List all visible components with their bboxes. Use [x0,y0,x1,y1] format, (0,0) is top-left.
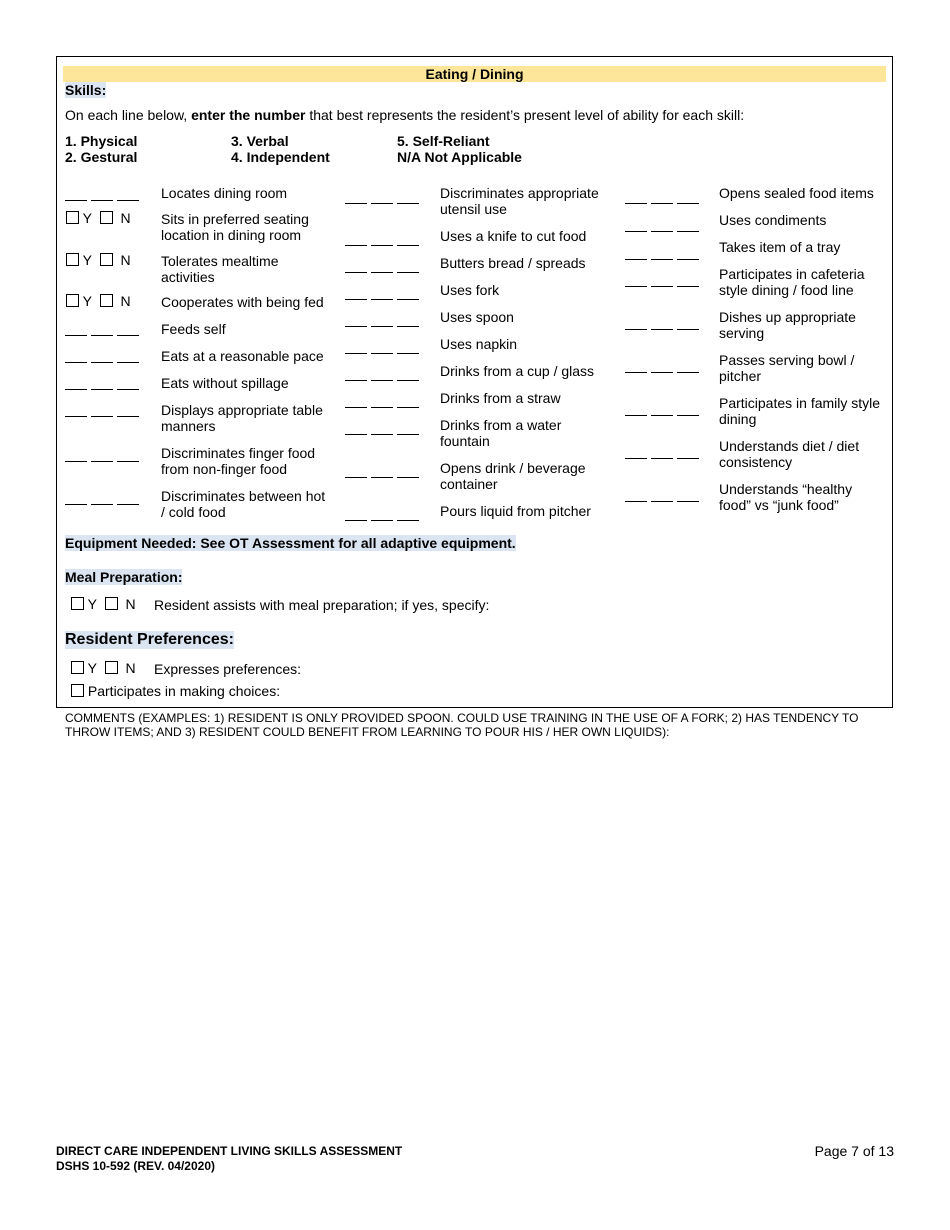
rating-blank[interactable] [65,404,143,420]
skill-item: Takes item of a tray [719,239,841,255]
rating-blank[interactable] [65,492,143,508]
skill-item: Uses a knife to cut food [440,228,587,244]
yes-label: Y [82,210,92,226]
skill-item: Feeds self [161,321,226,337]
yes-no-checkboxes[interactable] [66,293,131,309]
skill-item: Opens sealed food items [719,185,874,201]
rating-blank[interactable] [625,219,703,235]
yes-label: Y [87,660,97,676]
no-checkbox[interactable] [100,294,113,307]
skill-item: Tolerates mealtime activities [161,253,279,285]
yes-label: Y [87,596,97,612]
no-label: N [120,210,131,226]
skill-item: Participates in family style dining [719,395,881,427]
eating-dining-form [56,56,893,708]
choices-checkbox-row[interactable] [71,683,280,699]
skill-item: Understands “healthy food” vs “junk food” [719,481,853,513]
yes-label: Y [82,252,92,268]
skill-item: Understands diet / diet consistency [719,438,860,470]
skill-item: Uses condiments [719,212,827,228]
skill-item: Uses spoon [440,309,514,325]
rating-blank[interactable] [625,274,703,290]
skill-item: Eats without spillage [161,375,289,391]
preferences-yes-no[interactable] [71,660,136,676]
rating-blank[interactable] [625,446,703,462]
no-label: N [120,293,131,309]
skill-item: Drinks from a straw [440,390,561,406]
rating-blank[interactable] [345,465,423,481]
meal-prep-heading: Meal Preparation: [65,569,183,585]
skill-item: Opens drink / beverage container [440,460,586,492]
yes-label: Y [82,293,92,309]
skill-item: Dishes up appropriate serving [719,309,856,341]
choices-checkbox[interactable] [71,684,84,697]
rating-blank[interactable] [345,395,423,411]
yes-checkbox[interactable] [66,294,79,307]
rating-blank[interactable] [65,377,143,393]
skill-item: Drinks from a cup / glass [440,363,595,379]
footer-title-block [56,1144,402,1174]
expresses-preferences-label: Expresses preferences: [154,661,302,677]
comments-label: COMMENTS (EXAMPLES: 1) RESIDENT IS ONLY PROVIDED SPOON. COULD USE TRAINING IN THE USE OF A FORK; 2) HAS TENDENCY TO THROW ITEMS; AND 3) RESIDENT COULD BENEFIT FROM LEARNING TO POUR HIS / HER OWN LIQUIDS): [65,711,859,739]
equipment-needed: Equipment Needed: See OT Assessment for all adaptive equipment. [65,535,516,551]
skill-item: Drinks from a water fountain [440,417,562,449]
rating-blank[interactable] [345,314,423,330]
meal-prep-yes-no[interactable] [71,596,136,612]
no-checkbox[interactable] [105,661,118,674]
rating-blank[interactable] [625,191,703,207]
yes-checkbox[interactable] [66,211,79,224]
no-label: N [125,660,136,676]
rating-blank[interactable] [345,191,423,207]
rating-blank[interactable] [345,260,423,276]
no-checkbox[interactable] [100,253,113,266]
rating-blank[interactable] [65,188,143,204]
rating-blank[interactable] [625,489,703,505]
skill-item: Participates in cafeteria style dining / food line [719,266,865,298]
skill-item: Pours liquid from pitcher [440,503,591,519]
no-checkbox[interactable] [105,597,118,610]
rating-blank[interactable] [625,317,703,333]
yes-checkbox[interactable] [66,253,79,266]
rating-blank[interactable] [625,403,703,419]
rating-blank[interactable] [65,449,143,465]
section-title: Eating / Dining [63,66,886,82]
skills-label: Skills: [65,82,107,98]
no-label: N [125,596,136,612]
skill-item: Butters bread / spreads [440,255,586,271]
meal-prep-text: Resident assists with meal preparation; if yes, specify: [154,597,490,613]
page-number: Page 7 of 13 [814,1143,894,1159]
no-checkbox[interactable] [100,211,113,224]
skill-item: Eats at a reasonable pace [161,348,324,364]
skill-item: Discriminates appropriate utensil use [440,185,599,217]
legend-gestural: 2. Gestural [65,149,138,165]
rating-blank[interactable] [625,360,703,376]
choices-label: Participates in making choices: [87,683,281,699]
rating-blank[interactable] [345,287,423,303]
rating-blank[interactable] [65,323,143,339]
legend-verbal: 3. Verbal [231,133,289,149]
skill-item: Uses fork [440,282,500,298]
no-label: N [120,252,131,268]
rating-blank[interactable] [345,508,423,524]
yes-checkbox[interactable] [71,597,84,610]
yes-checkbox[interactable] [71,661,84,674]
skill-item: Passes serving bowl / pitcher [719,352,855,384]
rating-blank[interactable] [345,368,423,384]
rating-blank[interactable] [345,341,423,357]
rating-blank[interactable] [65,350,143,366]
footer-form-number: DSHS 10-592 (REV. 04/2020) [56,1159,215,1173]
yes-no-checkboxes[interactable] [66,252,131,268]
legend-not-applicable: N/A Not Applicable [397,149,522,165]
skill-item: Displays appropriate table manners [161,402,323,434]
rating-blank[interactable] [345,233,423,249]
rating-blank[interactable] [625,247,703,263]
rating-blank[interactable] [345,422,423,438]
legend-independent: 4. Independent [231,149,330,165]
skill-item: Locates dining room [161,185,288,201]
instruction-text: On each line below, enter the number that best represents the resident’s present level of ability for each skill: [65,107,745,123]
skill-item: Uses napkin [440,336,518,352]
skill-item: Cooperates with being fed [161,294,324,310]
legend-physical: 1. Physical [65,133,138,149]
skill-item: Discriminates between hot / cold food [161,488,326,520]
preferences-heading: Resident Preferences: [65,631,234,648]
footer-title: DIRECT CARE INDEPENDENT LIVING SKILLS ASSESSMENT [56,1144,403,1158]
legend-self-reliant: 5. Self-Reliant [397,133,490,149]
skill-item: Discriminates finger food from non-finger food [161,445,316,477]
yes-no-checkboxes[interactable] [66,210,131,226]
skill-item: Sits in preferred seating location in dining room [161,211,309,243]
